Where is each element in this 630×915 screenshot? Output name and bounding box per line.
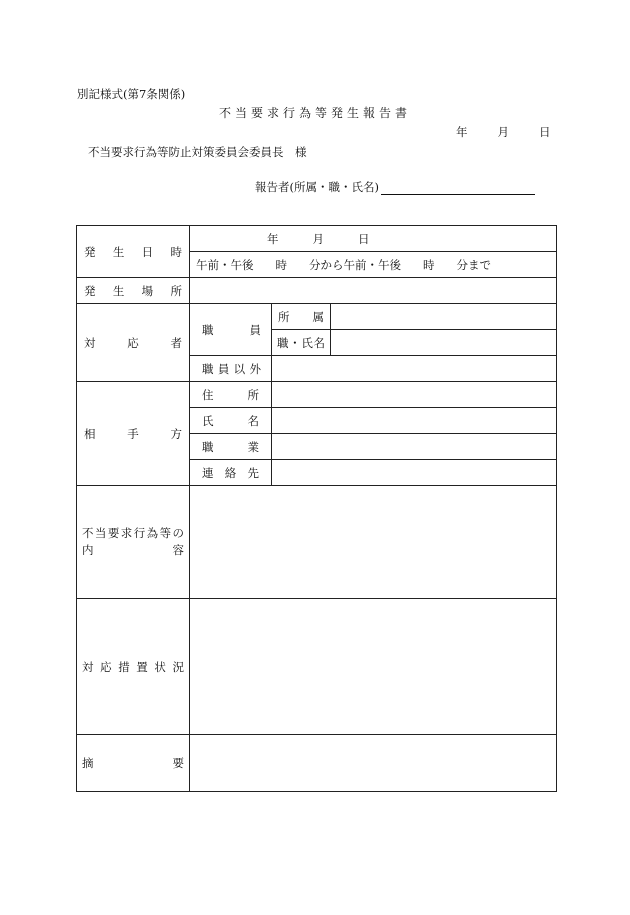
- address-value[interactable]: [272, 382, 557, 408]
- time-until-label: 分まで: [456, 257, 491, 272]
- affiliation-value[interactable]: [331, 304, 557, 330]
- name-label: 氏名: [190, 408, 272, 434]
- occupation-label: 職業: [190, 434, 272, 460]
- other-party-label: 相手方: [77, 382, 190, 486]
- contact-value[interactable]: [272, 460, 557, 486]
- response-status-value[interactable]: [190, 599, 557, 735]
- responder-label: 対応者: [77, 304, 190, 382]
- date-month-label: 月: [497, 125, 509, 139]
- content-label: 不当要求行為等の内容: [77, 486, 190, 599]
- content-value[interactable]: [190, 486, 557, 599]
- occurrence-place-label: 発生場所: [77, 278, 190, 304]
- addressee: 不当要求行為等防止対策委員会委員長 様: [88, 145, 307, 159]
- date-day-label: 日: [539, 125, 551, 139]
- form-label: 別記様式(第7条関係): [77, 87, 186, 101]
- occurrence-year-label: 年: [267, 231, 279, 246]
- reporter-field: [255, 179, 535, 195]
- name-value[interactable]: [272, 408, 557, 434]
- staff-label: 職員: [190, 304, 272, 356]
- summary-label: 摘要: [77, 735, 190, 792]
- reporter-signature-line[interactable]: [381, 182, 535, 195]
- occurrence-month-label: 月: [312, 231, 324, 246]
- position-name-value[interactable]: [331, 330, 557, 356]
- address-label: 住所: [190, 382, 272, 408]
- response-status-label: 対応措置状況: [77, 599, 190, 735]
- time-ampm-from-label: 午前・午後: [196, 257, 254, 272]
- occupation-value[interactable]: [272, 434, 557, 460]
- report-table: [76, 225, 557, 792]
- occurrence-place-value[interactable]: [190, 278, 557, 304]
- time-hour-from-label: 時: [275, 257, 287, 272]
- summary-value[interactable]: [190, 735, 557, 792]
- reporter-label: 報告者(所属・職・氏名): [255, 180, 379, 194]
- occurrence-day-label: 日: [358, 231, 370, 246]
- non-staff-label: 職員以外: [190, 356, 272, 382]
- occurrence-time-cell[interactable]: [190, 252, 557, 278]
- position-name-label: 職・氏名: [272, 330, 331, 356]
- time-from-label: 分から午前・午後: [309, 257, 401, 272]
- contact-label: 連絡先: [190, 460, 272, 486]
- occurrence-date-cell[interactable]: [190, 226, 557, 252]
- affiliation-label: 所属: [272, 304, 331, 330]
- time-hour-until-label: 時: [423, 257, 435, 272]
- report-date: [456, 124, 551, 140]
- document-title: 不当要求行為等発生報告書: [218, 106, 411, 120]
- occurrence-datetime-label: 発生日時: [77, 226, 190, 278]
- date-year-label: 年: [456, 125, 468, 139]
- non-staff-value[interactable]: [272, 356, 557, 382]
